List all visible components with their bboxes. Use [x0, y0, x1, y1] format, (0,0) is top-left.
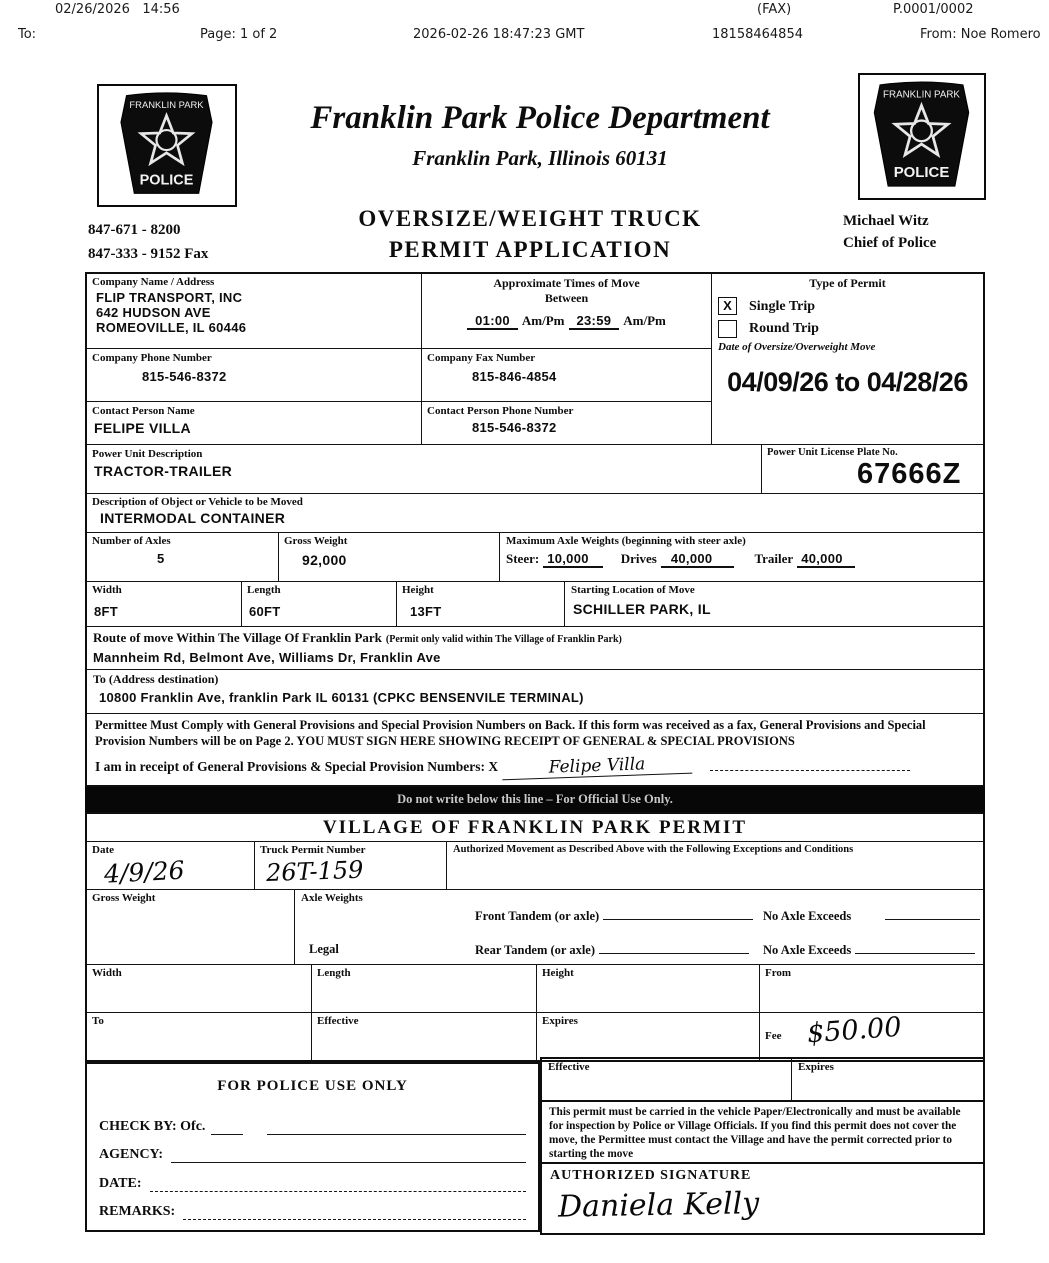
permit-width-cell [87, 965, 312, 1013]
authorized-movement-label: Authorized Movement as Described Above with the Following Exceptions and Conditions [453, 844, 854, 855]
permit-width-label: Width [92, 967, 122, 979]
fax-number: 18158464854 [712, 27, 803, 42]
type-of-permit-label: Type of Permit [809, 276, 886, 290]
legal-label: Legal [309, 942, 339, 956]
front-tandem-label: Front Tandem (or axle) [475, 909, 600, 923]
permit-fee-label: Fee [765, 1030, 782, 1042]
no-axle-exceeds-label-1: No Axle Exceeds [763, 909, 852, 923]
permit-gross-weight-cell [87, 890, 295, 965]
permit-expires-label: Expires [542, 1015, 578, 1027]
type-of-permit-cell [712, 274, 983, 445]
single-trip-checkbox: X [718, 297, 737, 315]
height-cell [397, 582, 565, 627]
permit-length-cell [312, 965, 537, 1013]
destination-label: To (Address destination) [93, 672, 219, 686]
contact-phone-label: Contact Person Phone Number [427, 405, 574, 417]
company-phone-label: Company Phone Number [92, 352, 212, 364]
contact-name-value: FELIPE VILLA [94, 420, 191, 436]
company-fax-label: Company Fax Number [427, 352, 536, 364]
trailer-value: 40,000 [797, 551, 855, 568]
police-date-blank [150, 1178, 526, 1192]
police-use-title: FOR POLICE USE ONLY [217, 1078, 408, 1094]
trailer-label: Trailer [754, 551, 794, 566]
length-label: Length [247, 584, 281, 596]
length-cell [242, 582, 397, 627]
ampm-label-1: Am/Pm [521, 313, 565, 328]
rear-tandem-blank [599, 940, 749, 954]
company-fax-cell [422, 349, 712, 402]
time-from-value: 01:00 [467, 313, 518, 330]
fax-page-count: Page: 1 of 2 [200, 27, 278, 42]
axle-weights-label: Axle Weights [301, 892, 363, 904]
permit-number-cell [255, 842, 447, 890]
axles-value: 5 [157, 551, 165, 566]
height-label: Height [402, 584, 434, 596]
times-of-move-cell [422, 274, 712, 349]
official-expires-cell [792, 1059, 983, 1100]
single-trip-label: Single Trip [749, 299, 816, 314]
start-location-value: SCHILLER PARK, IL [573, 601, 711, 617]
fax-from: From: Noe Romero [920, 27, 1041, 42]
time-to-value: 23:59 [569, 313, 620, 330]
official-effective-label: Effective [548, 1061, 590, 1073]
ampm-label-2: Am/Pm [623, 313, 666, 328]
times-between-label: Between [544, 291, 589, 305]
official-expires-label: Expires [798, 1061, 834, 1073]
power-unit-cell [87, 445, 762, 494]
authorized-movement-cell [447, 842, 983, 890]
department-address: Franklin Park, Illinois 60131 [412, 146, 668, 170]
permit-from-cell [760, 965, 983, 1013]
permit-to-label: To [92, 1015, 104, 1027]
destination-value: 10800 Franklin Ave, franklin Park IL 60131 (CPKC BENSENVILE TERMINAL) [99, 690, 584, 705]
object-moved-cell [87, 494, 983, 533]
police-date-label: DATE: [99, 1176, 142, 1191]
max-axle-label: Maximum Axle Weights (beginning with steer axle) [506, 535, 746, 547]
svg-text:POLICE: POLICE [139, 172, 194, 189]
effective-expires-row [540, 1057, 985, 1102]
round-trip-checkbox [718, 320, 737, 338]
phone-number: 847-671 - 8200 [88, 222, 181, 238]
times-label: Approximate Times of Move [493, 276, 640, 290]
permit-axle-weights-cell [295, 890, 983, 965]
agency-blank [171, 1149, 526, 1163]
company-name-address-cell [87, 274, 422, 349]
power-unit-value: TRACTOR-TRAILER [94, 463, 233, 479]
gross-weight-cell [279, 533, 500, 582]
permit-number-label: Truck Permit Number [260, 844, 366, 856]
official-use-bar: Do not write below this line – For Official Use Only. [85, 787, 985, 812]
police-badge-icon [863, 78, 980, 193]
start-location-cell [565, 582, 983, 627]
steer-value: 10,000 [543, 551, 603, 568]
contact-name-cell [87, 402, 422, 445]
permit-from-label: From [765, 967, 792, 979]
check-by-label: CHECK BY: Ofc. [99, 1119, 206, 1134]
applicant-signature: Felipe Villa [502, 752, 693, 780]
chief-title: Chief of Police [843, 235, 937, 251]
remarks-label: REMARKS: [99, 1204, 176, 1219]
route-note: (Permit only valid within The Village of Franklin Park) [385, 634, 622, 645]
power-unit-label: Power Unit Description [92, 448, 203, 460]
provisions-cell [87, 714, 983, 785]
permit-gross-weight-label: Gross Weight [92, 892, 156, 904]
company-name: FLIP TRANSPORT, INC [96, 290, 243, 305]
plate-value: 67666Z [857, 458, 962, 490]
company-street: 642 HUDSON AVE [96, 305, 211, 320]
company-fax-value: 815-846-4854 [472, 369, 557, 384]
gross-weight-label: Gross Weight [284, 535, 348, 547]
fax-datetime: 02/26/2026 14:56 [55, 2, 180, 17]
company-label: Company Name / Address [92, 276, 215, 288]
permit-carry-notice [540, 1102, 985, 1164]
max-axle-weights-cell [500, 533, 983, 582]
permit-fee-cell [760, 1013, 983, 1060]
authorized-signature-label: AUTHORIZED SIGNATURE [550, 1168, 752, 1183]
start-location-label: Starting Location of Move [571, 584, 695, 596]
blank-line [710, 757, 910, 771]
fax-page-code: P.0001/0002 [893, 2, 974, 17]
receipt-label: I am in receipt of General Provisions & Special Provision Numbers: X [95, 758, 499, 774]
width-value: 8FT [94, 604, 119, 619]
left-badge-box [97, 84, 237, 207]
route-label: Route of move Within The Village Of Franklin Park [93, 630, 382, 645]
remarks-blank [183, 1206, 526, 1220]
round-trip-label: Round Trip [749, 321, 819, 337]
svg-text:FRANKLIN PARK: FRANKLIN PARK [883, 89, 960, 101]
svg-text:FRANKLIN PARK: FRANKLIN PARK [129, 98, 204, 110]
permit-height-label: Height [542, 967, 574, 979]
provisions-text: Permittee Must Comply with General Provisions and Special Provision Numbers on Back. If this form was received as a fax, General Provisions and Special Provision Numbers will be on Page 2. YOU MUST SIGN HERE SHOWING RECEIPT OF GENERAL & SPECIAL PROVISIONS [95, 718, 926, 749]
rear-tandem-label: Rear Tandem (or axle) [475, 943, 596, 957]
front-tandem-blank [603, 906, 753, 920]
width-label: Width [92, 584, 122, 596]
agency-label: AGENCY: [99, 1147, 164, 1162]
fax-label: (FAX) [757, 2, 792, 17]
no-axle-exceeds-blank-1 [885, 906, 980, 920]
permit-to-cell [87, 1013, 312, 1060]
date-of-move-label: Date of Oversize/Overweight Move [718, 340, 876, 353]
fax-timestamp: 2026-02-26 18:47:23 GMT [413, 27, 585, 42]
form-title-line1: OVERSIZE/WEIGHT TRUCK [358, 206, 702, 231]
date-of-move-value: 04/09/26 to 04/28/26 [727, 366, 968, 397]
route-value: Mannheim Rd, Belmont Ave, Williams Dr, Franklin Ave [93, 650, 441, 665]
permit-fee-value: $50.00 [806, 1011, 903, 1050]
contact-phone-value: 815-546-8372 [472, 420, 557, 435]
permit-effective-label: Effective [317, 1015, 359, 1027]
form-title-line2: PERMIT APPLICATION [388, 237, 672, 262]
authorized-signature-value: Daniela Kelly [557, 1186, 760, 1225]
no-axle-exceeds-label-2: No Axle Exceeds [763, 943, 852, 957]
permit-date-cell [87, 842, 255, 890]
no-axle-exceeds-blank-2 [855, 940, 975, 954]
permit-length-label: Length [317, 967, 351, 979]
object-moved-label: Description of Object or Vehicle to be Moved [92, 496, 303, 508]
contact-phone-cell [422, 402, 712, 445]
contact-name-label: Contact Person Name [92, 405, 195, 417]
drives-value: 40,000 [661, 551, 735, 568]
police-badge-icon [102, 89, 231, 200]
object-moved-value: INTERMODAL CONTAINER [100, 510, 286, 526]
permit-carry-text: This permit must be carried in the vehicle Paper/Electronically and must be available for inspection by Police or Village Officials. If you find this permit does not cover the move, the Permittee must contact the Village and have the permit corrected prior to starting the move [549, 1106, 961, 1161]
check-by-blank-long [267, 1121, 526, 1135]
height-value: 13FT [410, 604, 442, 619]
chief-name: Michael Witz [843, 213, 929, 229]
official-effective-cell [542, 1059, 792, 1100]
permit-effective-cell [312, 1013, 537, 1060]
axles-cell [87, 533, 279, 582]
company-phone-value: 815-546-8372 [142, 369, 227, 384]
permit-title: VILLAGE OF FRANKLIN PARK PERMIT [87, 814, 983, 842]
gross-weight-value: 92,000 [302, 552, 347, 568]
permit-height-cell [537, 965, 760, 1013]
permit-number-value: 26T-159 [265, 855, 364, 888]
fax-to-label: To: [18, 27, 37, 42]
svg-text:POLICE: POLICE [893, 163, 950, 181]
company-city: ROMEOVILLE, IL 60446 [96, 320, 247, 335]
village-permit-section [85, 812, 985, 1062]
check-by-blank-short [211, 1121, 243, 1135]
application-form [85, 272, 985, 787]
police-use-box [85, 1062, 540, 1232]
authorized-signature-box [540, 1164, 985, 1235]
company-phone-cell [87, 349, 422, 402]
destination-cell [87, 670, 983, 714]
right-badge-box [858, 73, 986, 200]
axles-label: Number of Axles [92, 535, 171, 547]
permit-date-value: 4/9/26 [103, 855, 186, 889]
length-value: 60FT [249, 604, 281, 619]
drives-label: Drives [620, 551, 657, 566]
plate-label: Power Unit License Plate No. [767, 447, 898, 458]
permit-date-label: Date [92, 844, 114, 856]
department-title: Franklin Park Police Department [310, 100, 770, 136]
fax-phone-number: 847-333 - 9152 Fax [88, 246, 209, 262]
width-cell [87, 582, 242, 627]
plate-cell [762, 445, 983, 494]
permit-expires-cell [537, 1013, 760, 1060]
route-cell [87, 627, 983, 670]
steer-label: Steer: [506, 551, 540, 566]
